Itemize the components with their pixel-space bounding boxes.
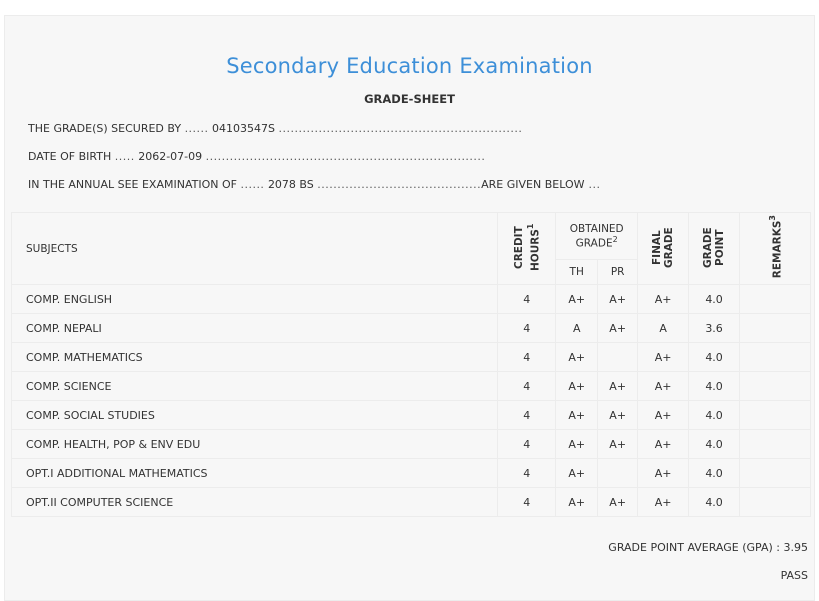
- grade-sheet: [4, 15, 815, 601]
- table-row: COMP. NEPALI 4 A A+ A 3.6: [12, 314, 811, 343]
- dob-value: 2062-07-09: [138, 150, 203, 163]
- dob-label: DATE OF BIRTH: [28, 150, 112, 163]
- table-row: COMP. MATHEMATICS 4 A+ A+ 4.0: [12, 343, 811, 372]
- page-subtitle: GRADE-SHEET: [364, 92, 455, 106]
- exam-label: IN THE ANNUAL SEE EXAMINATION OF: [28, 178, 237, 191]
- exam-line: IN THE ANNUAL SEE EXAMINATION OF ...... 2078 BS .........................................ARE GIVEN BELOW ...: [28, 178, 601, 191]
- col-credit-hours: CREDIT HOURS$^1$: [498, 213, 556, 285]
- col-obtained-grade: OBTAINED GRADE$^2$: [556, 213, 638, 260]
- gpa-label: GRADE POINT AVERAGE (GPA) :: [608, 541, 780, 554]
- secured-by-line: THE GRADE(S) SECURED BY ...... 04103547S .............................................................: [28, 122, 523, 135]
- secured-label: THE GRADE(S) SECURED BY: [28, 122, 182, 135]
- col-final-grade: FINAL GRADE: [638, 213, 689, 285]
- result-status: PASS: [780, 569, 808, 582]
- page-title: Secondary Education Examination: [226, 54, 593, 78]
- grades-table: [11, 212, 811, 517]
- col-pr: PR: [598, 260, 638, 285]
- table-row: COMP. HEALTH, POP & ENV EDU 4 A+ A+ A+ 4.0: [12, 430, 811, 459]
- dob-line: DATE OF BIRTH ..... 2062-07-09 ......................................................................: [28, 150, 486, 163]
- given-below: ARE GIVEN BELOW: [481, 178, 585, 191]
- col-grade-point: GRADE POINT: [689, 213, 740, 285]
- gpa-summary: [608, 541, 808, 554]
- table-row: COMP. ENGLISH 4 A+ A+ A+ 4.0: [12, 285, 811, 314]
- table-row: OPT.I ADDITIONAL MATHEMATICS 4 A+ A+ 4.0: [12, 459, 811, 488]
- exam-value: 2078 BS: [267, 178, 314, 191]
- table-row: COMP. SCIENCE 4 A+ A+ A+ 4.0: [12, 372, 811, 401]
- col-th: TH: [556, 260, 598, 285]
- table-row: OPT.II COMPUTER SCIENCE 4 A+ A+ A+ 4.0: [12, 488, 811, 517]
- symbol-number: 04103547S: [212, 122, 276, 135]
- col-remarks: REMARKS$^3$: [740, 213, 811, 285]
- col-subjects: SUBJECTS: [12, 213, 498, 285]
- table-row: COMP. SOCIAL STUDIES 4 A+ A+ A+ 4.0: [12, 401, 811, 430]
- gpa-value: 3.95: [783, 541, 808, 554]
